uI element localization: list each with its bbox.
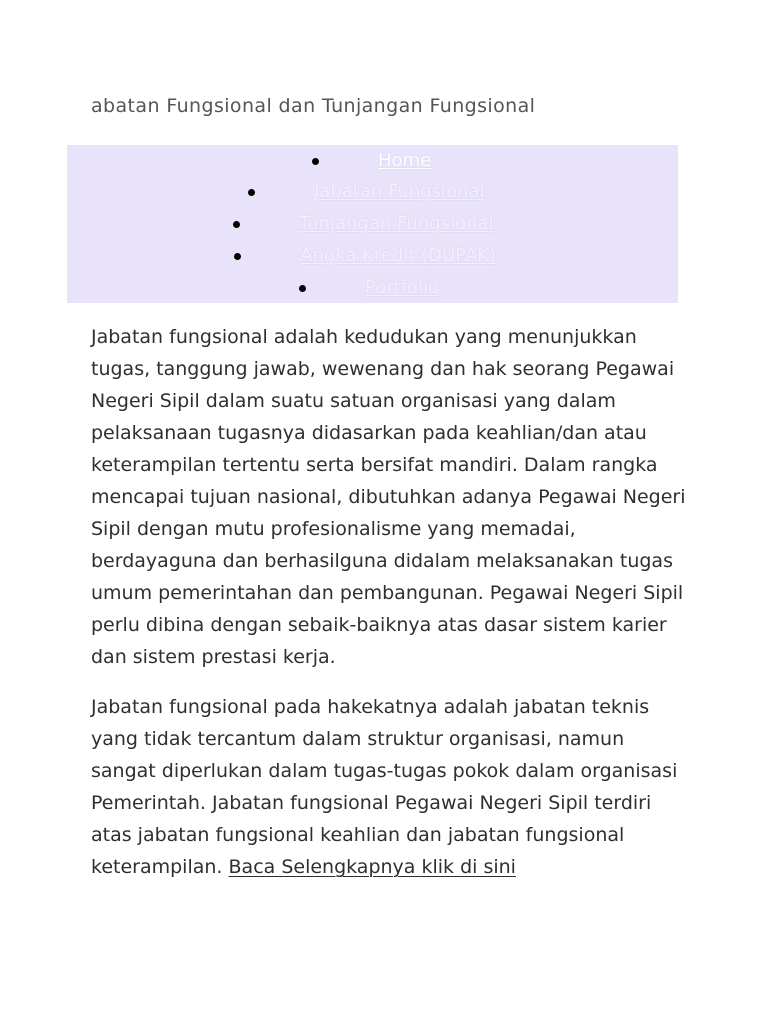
bullet-icon bbox=[248, 189, 255, 196]
paragraph-definition: Jabatan fungsional adalah kedudukan yang menunjukkan tugas, tanggung jawab, wewenang dan hak seorang Pegawai Negeri Sipil dalam suatu satuan organisasi yang dalam pelaksanaan tugasnya didasarkan pada keahlian/dan atau keterampilan tertentu serta bersifat mandiri. Dalam rangka mencapai tujuan nasional, dibutuhkan adanya Pegawai Negeri Sipil dengan mutu profesionalisme yang memadai, berdayaguna dan berhasilguna didalam melaksanakan tugas umum pemerintahan dan pembangunan. Pegawai Negeri Sipil perlu dibina dengan sebaik-baiknya atas dasar sistem karier dan sistem prestasi kerja. bbox=[91, 326, 686, 668]
nav-link-angka-kredit[interactable]: Angka Kredit (DUPAK) bbox=[300, 245, 496, 266]
paragraph-explanation-text: Jabatan fungsional pada hakekatnya adalah jabatan teknis yang tidak tercantum dalam struktur organisasi, namun sangat diperlukan dalam tugas-tugas pokok dalam organisasi Pemerintah. Jabatan fungsional Pegawai Negeri Sipil terdiri atas jabatan fungsional keahlian dan jabatan fungsional keterampilan. bbox=[91, 696, 678, 878]
paragraph-explanation bbox=[91, 691, 691, 883]
nav-item-portfolio bbox=[67, 272, 678, 304]
article-body bbox=[91, 321, 691, 901]
bullet-icon bbox=[233, 221, 240, 228]
bullet-icon bbox=[234, 253, 241, 260]
bullet-icon bbox=[299, 285, 306, 292]
nav-item-angka-kredit bbox=[67, 240, 678, 272]
navigation-menu bbox=[67, 145, 678, 303]
nav-item-home bbox=[67, 145, 678, 177]
bullet-icon bbox=[312, 158, 319, 165]
nav-link-home[interactable]: Home bbox=[378, 150, 432, 171]
read-more-link[interactable]: Baca Selengkapnya klik di sini bbox=[228, 856, 516, 878]
page-title: abatan Fungsional dan Tunjangan Fungsional bbox=[91, 95, 536, 117]
nav-link-tunjangan-fungsional[interactable]: Tunjangan Fungsional bbox=[299, 213, 494, 234]
nav-item-jabatan-fungsional bbox=[67, 176, 678, 208]
nav-link-jabatan-fungsional[interactable]: Jabatan Fungsional bbox=[314, 181, 485, 202]
nav-item-tunjangan-fungsional bbox=[67, 208, 678, 240]
nav-link-portfolio[interactable]: Portfolio bbox=[365, 277, 440, 298]
